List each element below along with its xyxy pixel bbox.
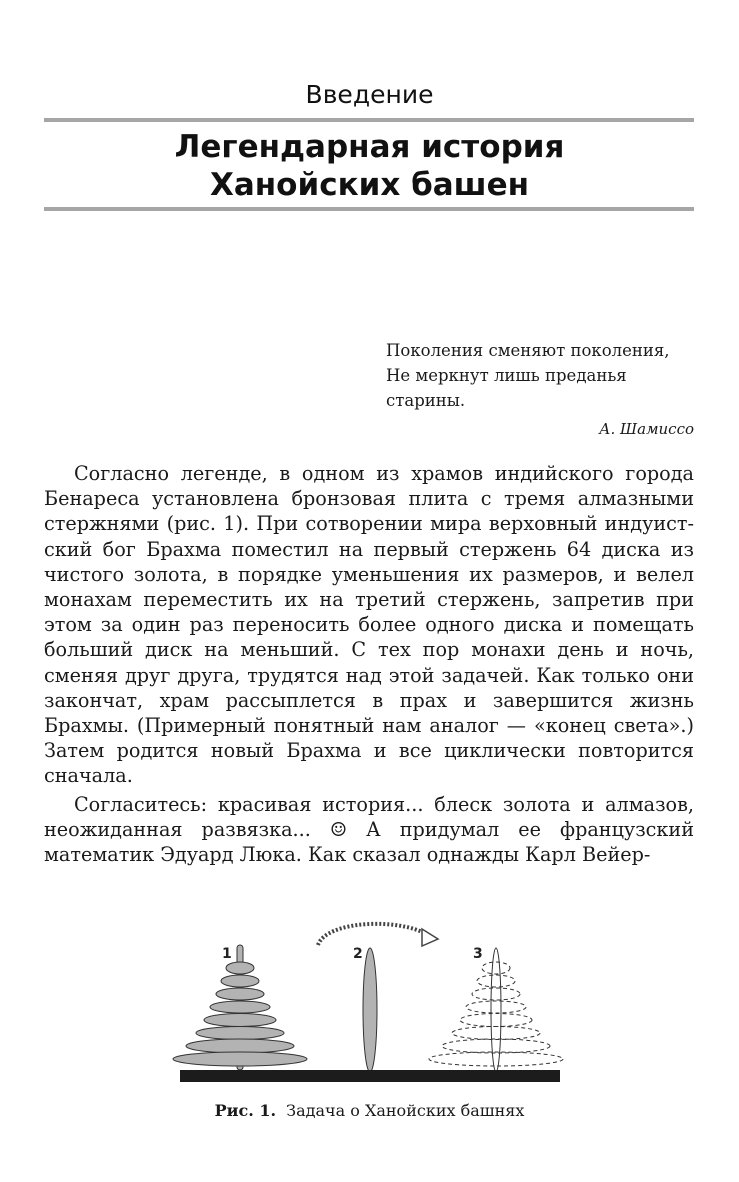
hanoi-figure xyxy=(170,915,570,1085)
chapter-title-line-1: Легендарная история xyxy=(174,129,565,165)
chapter-title xyxy=(0,128,739,204)
epigraph-author: А. Шамиссо xyxy=(599,420,694,438)
epigraph-line-3: старины. xyxy=(386,391,466,410)
hanoi-illustration xyxy=(170,915,570,1085)
figure-caption xyxy=(0,1101,739,1120)
epigraph xyxy=(386,338,696,413)
peg-2-rod xyxy=(363,948,377,1072)
disk-1-6 xyxy=(196,1027,284,1040)
disk-1-3 xyxy=(216,988,264,1000)
caption-label: Рис. 1. xyxy=(214,1101,277,1120)
move-arrow xyxy=(318,924,428,945)
top-rule xyxy=(44,118,694,122)
chapter-title-line-2: Ханойских башен xyxy=(209,167,530,203)
peg-1-disks xyxy=(173,962,307,1066)
bottom-rule xyxy=(44,207,694,211)
base-plate xyxy=(180,1070,560,1082)
paragraph-1: Согласно легенде, в одном из храмов индийского города Бенареса установлена бронзовая плита с тремя алмазными стержнями (рис. 1). При сотворении мира верховный индуистский бог Брахма поместил на первый стержень 64 диска из чистого золота, в порядке уменьшения их размеров, и велел монахам переместить их на третий стержень, запретив при этом за один раз переносить более одного диска и помещать больший диск на меньший. С тех пор монахи день и ночь, сменяя друг друга, трудятся над этой задачей. Как только они закончат, храм рассыплется в прах и завершится жизнь Брахмы. (Примерный понятный нам аналог — «конец света».) Затем родится новый Брахма и все циклически повторится сначала. xyxy=(44,462,694,788)
disk-1-2 xyxy=(221,975,259,987)
disk-1-7 xyxy=(186,1039,294,1053)
disk-1-5 xyxy=(204,1014,276,1027)
disk-1-1 xyxy=(226,962,254,974)
disk-1-4 xyxy=(210,1001,270,1013)
epigraph-line-2: Не меркнут лишь преданья xyxy=(386,366,627,385)
arrow-head-icon xyxy=(422,929,438,946)
caption-text: Задача о Ханойских башнях xyxy=(286,1101,525,1120)
epigraph-line-1: Поколения сменяют поколения, xyxy=(386,341,670,360)
peg-label-1: 1 xyxy=(222,946,232,962)
peg-label-3: 3 xyxy=(473,946,483,962)
body-text xyxy=(44,461,694,870)
paragraph-2: Согласитесь: красивая история... блеск золота и алмазов, неожиданная развязка... ☺ А придумал ее французский математик Эдуард Люка. Как сказал однажды Карл Вейер- xyxy=(44,792,694,867)
section-label: Введение xyxy=(305,80,434,109)
peg-label-2: 2 xyxy=(353,946,363,962)
disk-1-8 xyxy=(173,1052,307,1066)
